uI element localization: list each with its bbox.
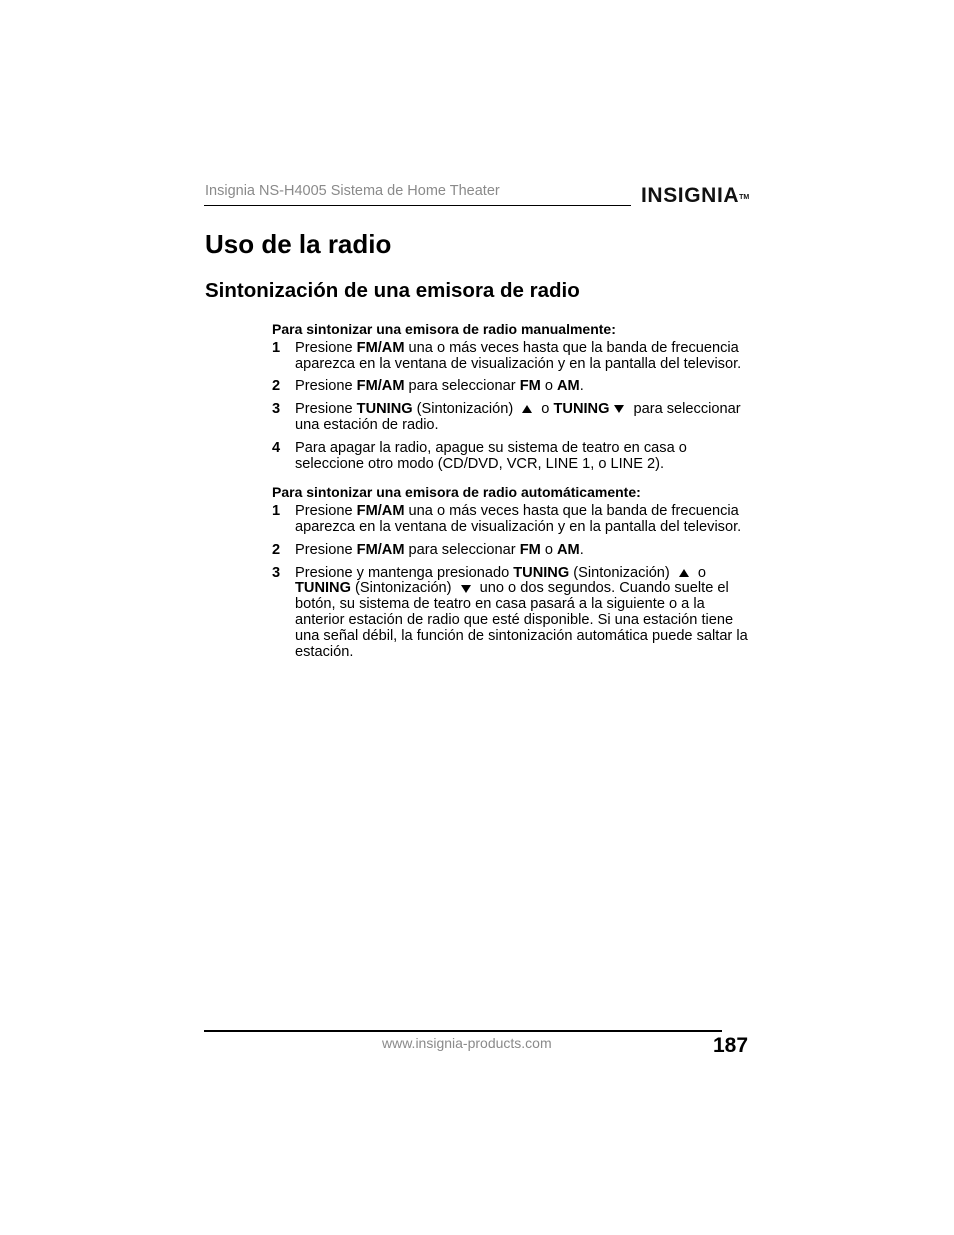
step-number: 1	[272, 339, 281, 356]
logo-trademark: TM	[739, 194, 750, 201]
page-number: 187	[713, 1034, 749, 1057]
auto-step-3	[272, 566, 752, 661]
step-text: para seleccionar	[404, 541, 520, 558]
step-text: Presione	[295, 503, 357, 520]
step-text: .	[579, 378, 584, 395]
footer-url: www.insignia-products.com	[382, 1035, 552, 1051]
step-text: o	[537, 401, 554, 418]
step-text: Presione	[295, 401, 357, 418]
manual-step-2	[272, 379, 752, 395]
manual-step-3	[272, 402, 752, 434]
step-text: .	[579, 541, 584, 558]
procedure-manual-title: Para sintonizar una emisora de radio manualmente:	[272, 321, 616, 337]
content	[272, 322, 752, 667]
triangle-down-icon	[614, 405, 624, 413]
triangle-down-icon	[461, 585, 471, 593]
manual-step-4	[272, 441, 752, 473]
insignia-logo	[641, 184, 749, 208]
section-title: Sintonización de una emisora de radio	[205, 279, 580, 302]
button-name: FM/AM	[356, 339, 405, 356]
step-text: o	[540, 541, 557, 558]
step-text: para seleccionar	[404, 378, 520, 395]
button-name: FM/AM	[356, 378, 405, 395]
button-name: AM	[557, 541, 580, 558]
step-text: o	[693, 564, 707, 581]
page-title: Uso de la radio	[205, 229, 392, 259]
step-text: Presione	[295, 339, 357, 356]
step-number: 2	[272, 378, 281, 395]
step-number: 3	[272, 564, 281, 581]
button-name: TUNING	[513, 564, 570, 581]
auto-step-2	[272, 543, 752, 559]
button-name: TUNING	[356, 401, 413, 418]
step-text: una o más veces hasta que la banda de frecuencia aparezca en la ventana de visualización y en la pantalla del televisor.	[295, 503, 742, 535]
auto-step-1	[272, 504, 752, 536]
button-name: FM/AM	[356, 503, 405, 520]
step-text: (Sintonización)	[412, 401, 518, 418]
procedure-auto-title: Para sintonizar una emisora de radio automáticamente:	[272, 484, 641, 501]
step-text: Presione	[295, 378, 357, 395]
header-divider	[204, 205, 631, 206]
step-text: una o más veces hasta que la banda de frecuencia aparezca en la ventana de visualización y en la pantalla del televisor.	[295, 339, 742, 372]
triangle-up-icon	[679, 569, 689, 577]
button-name: TUNING	[553, 401, 610, 418]
step-number: 4	[272, 439, 281, 456]
step-number: 1	[272, 503, 281, 520]
running-header: Insignia NS-H4005 Sistema de Home Theater	[205, 183, 500, 199]
manual-step-1	[272, 341, 752, 373]
triangle-up-icon	[522, 405, 532, 413]
step-text: (Sintonización)	[350, 580, 456, 597]
step-number: 3	[272, 401, 281, 418]
step-text: (Sintonización)	[569, 564, 674, 581]
footer-divider	[204, 1030, 722, 1032]
step-text: para seleccionar una estación de radio.	[295, 401, 741, 433]
button-name: FM	[519, 541, 541, 558]
step-text: Para apagar la radio, apague su sistema de teatro en casa o seleccione otro modo (CD/DVD, VCR, LINE 1, o LINE 2).	[295, 439, 687, 472]
step-text: Presione y mantenga presionado	[295, 564, 514, 581]
step-text: Presione	[295, 541, 357, 558]
step-text: uno o dos segundos. Cuando suelte el botón, su sistema de teatro en casa pasará a la siguiente o a la anterior estación de radio que esté disponible. Si una estación tiene una señal débil, la función de sintonización automática puede saltar la estación.	[295, 580, 748, 660]
step-number: 2	[272, 541, 281, 558]
button-name: FM/AM	[356, 541, 405, 558]
button-name: AM	[557, 378, 580, 395]
logo-text: INSIGNIA	[641, 184, 740, 207]
button-name: FM	[519, 378, 541, 395]
step-text: o	[540, 378, 557, 395]
button-name: TUNING	[295, 580, 351, 597]
